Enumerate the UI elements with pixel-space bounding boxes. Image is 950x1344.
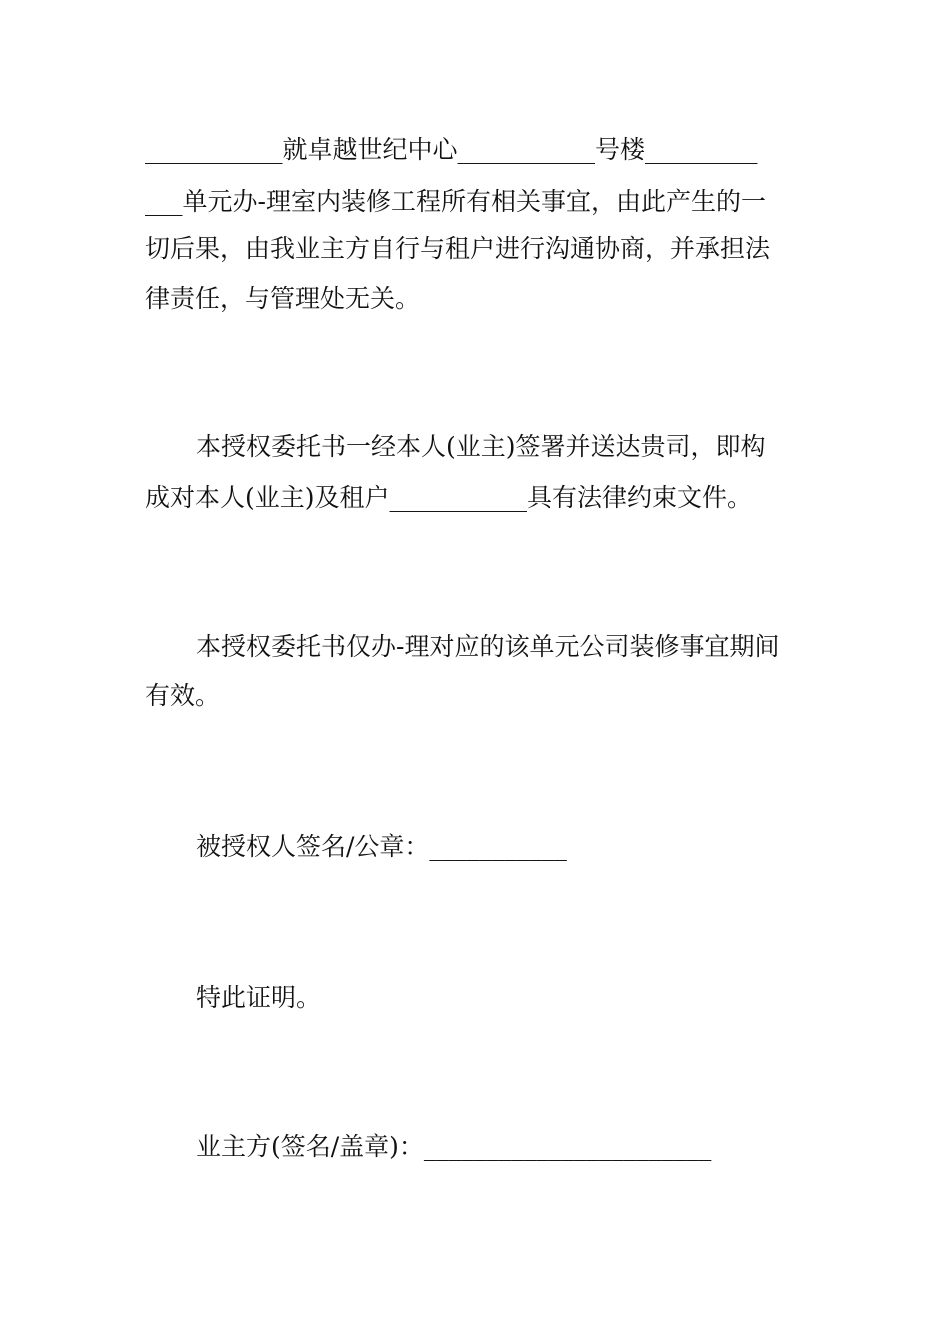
certification-text: 特此证明。 [196, 983, 322, 1012]
paragraph-1-line-4: 律责任，与管理处无关。 [145, 284, 421, 313]
paragraph-2-line-2: 成对本人(业主)及租户___________具有法律约束文件。 [145, 483, 753, 512]
paragraph-1-line-1: ___________就卓越世纪中心___________号楼_________ [145, 135, 758, 164]
paragraph-1-line-3: 切后果，由我业主方自行与租户进行沟通协商，并承担法 [145, 234, 771, 263]
paragraph-3-line-2: 有效。 [145, 681, 221, 710]
paragraph-3-line-1: 本授权委托书仅办-理对应的该单元公司装修事宜期间 [196, 632, 780, 661]
owner-signature-line: 业主方(签名/盖章)：_______________________ [196, 1132, 712, 1161]
paragraph-2-line-1: 本授权委托书一经本人(业主)签署并送达贵司，即构 [196, 432, 766, 461]
authorized-signature-line: 被授权人签名/公章：___________ [196, 832, 567, 861]
paragraph-1-line-2: ___单元办-理室内装修工程所有相关事宜，由此产生的一 [145, 187, 766, 216]
